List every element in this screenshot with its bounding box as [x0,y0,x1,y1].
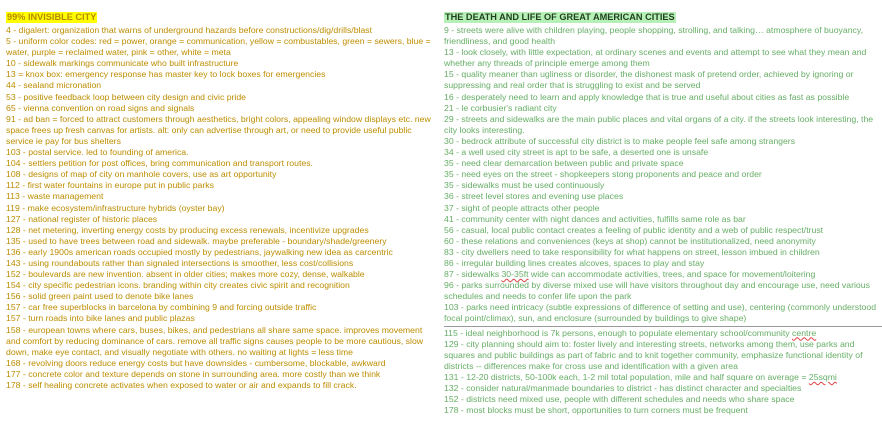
note-text: 115 - ideal neighborhood is 7k persons, enough to populate elementary school/community [444,327,793,338]
left-title: 99% INVISIBLE CITY [7,12,97,22]
note-line: 104 - settlers petition for post offices, bring communication and transport routes. [6,158,313,169]
note-line: 103 - parks need intricacy (subtle expressions of difference of setting and use), centering (commonly understood focal point/climax), sun, and enclosure (surrounded by buildings to give shape) [444,302,877,324]
note-line: 119 - make ecosystem/infrastructure hybrids (oyster bay) [6,202,225,213]
note-line: 156 - solid green paint used to denote bike lanes [6,291,194,302]
right-notes-column [444,7,882,421]
right-notes-list-bottom [444,383,882,416]
note-line: 158 - european towns where cars, buses, bikes, and pedestrians all share same space. improves movement and comfort by reducing dominance of cars. remove all traffic signs causes people to be more cautious, slow down, make eye contact, and visually negotiate with others. no waiting at lights = less time [6,324,424,357]
note-line: 13 - look closely, with little expectation, at ordinary scenes and events and attempt to see what they mean and whether any threads of principle emerge among them [444,47,867,69]
note-line: 135 - used to have trees between road and sidewalk. maybe preferable - boundary/shade/greenery [6,235,387,246]
note-line: 96 - parks surrounded by diverse mixed use will have visitors throughout day and encourage use, need various schedules and needs to confer life upon the park [444,280,870,302]
note-line [444,372,882,383]
note-line: 129 - city planning should aim to: foster lively and interesting streets, networks among them, use parks and squares and public buildings as part of fabric and to knit together community, emphasize functional identity of districts -- differences make for cross use and identification with a given area [444,338,863,371]
note-text: 131 - 12-20 districts, 50-100k each, 1-2 mil total population, mile and half square on average = [444,371,809,382]
note-line: 30 - bedrock attribute of successful city district is to make people feel safe among strangers [444,135,796,146]
note-line: 152 - boulevards are new invention. absent in older cities; makes more cozy, dense, walkable [6,269,365,280]
spellcheck-word: centre [792,327,817,338]
note-line: 9 - streets were alive with children playing, people shopping, strolling, and talking… atmosphere of buoyancy, friendliness, and good health [444,25,864,47]
note-line: 157 - car free superblocks in barcelona by combining 9 and forcing outside traffic [6,302,317,313]
spellcheck-word: 25sqmi [808,371,837,382]
note-line: 5 - uniform color codes: red = power, orange = communication, yellow = combustables, green = sewers, blue = water, purple = reclaimed water, pink = other, white = meta [6,36,431,58]
note-line: 4 - digalert: organization that warns of underground hazards before constructions/dig/drills/blast [6,25,373,35]
spellcheck-word: 30-35ft [501,269,529,280]
note-line: 157 - turn roads into bike lanes and public plazas [6,313,195,324]
note-line [444,269,882,280]
note-line: 37 - sight of people attracts other people [444,202,600,213]
note-line: 35 - sidewalks must be used continuously [444,180,605,191]
left-notes-column [6,7,438,421]
note-text: 87 - sidewalks [444,269,502,280]
note-line: 112 - first water fountains in europe put in public parks [6,180,214,191]
note-line: 44 - sealand micronation [6,80,102,91]
note-line: 65 - vienna convention on road signs and signals [6,102,195,113]
note-line: 143 - using roundabouts rather than signaled intersections is smoother, less cost/collisions [6,257,354,268]
note-line: 178 - most blocks must be short, opportunities to turn corners must be frequent [444,405,748,416]
note-line: 34 - a well used city street is apt to be safe, a deserted one is unsafe [444,147,709,158]
note-line [444,328,882,339]
note-line: 10 - sidewalk markings communicate who built infrastructure [6,58,239,69]
note-line: 13 = knox box: emergency response has master key to lock boxes for emergencies [6,69,326,80]
note-line: 113 - waste management [6,191,104,202]
note-line: 103 - postal service. led to founding of america. [6,147,189,158]
note-line: 15 - quality meaner than ugliness or disorder, the dishonest mask of pretend order, achieved by ignoring or suppressing and real order that is struggling to exist and be served [444,69,854,91]
note-line: 152 - districts need mixed use, people with different schedules and needs who share space [444,394,795,405]
right-title: THE DEATH AND LIFE OF GREAT AMERICAN CITIES [445,12,675,22]
note-line: 29 - streets and sidewalks are the main public places and vital organs of a city. if the streets look interesting, the city looks interesting. [444,113,874,135]
left-notes-list [6,25,438,391]
note-line: 127 - national register of historic places [6,213,158,224]
note-line: 136 - early 1900s american roads occupied mostly by pedestrians, jaywalking new idea as carcentric [6,246,393,257]
note-line: 178 - self healing concrete activates when exposed to water or air and expands to fill crack. [6,380,357,390]
note-line: 41 - community center with night dances and activities, fulfills same role as bar [444,213,746,224]
note-line: 132 - consider natural/manmade boundaries to district - has distinct character and specialties [444,383,802,393]
note-line: 35 - need clear demarcation between public and private space [444,158,684,169]
note-line: 53 - positive feedback loop between city design and civic pride [6,91,247,102]
note-line: 168 - revolving doors reduce energy costs but have downsides - cumbersome, blockable, awkward [6,357,386,368]
note-line: 108 - designs of map of city on manhole covers, use as art opportunity [6,169,277,180]
note-line: 154 - city specific pedestrian icons. branding within city creates civic spirit and recognition [6,280,350,291]
right-notes-list-top [444,25,882,269]
note-line: 91 - ad ban = forced to attract customers through aesthetics, bright colors, appealing window displays etc. new space frees up fresh canvas for artists. alt: only can advertise through art, or need to provide useful public service ie pay for bus shelters [6,113,431,146]
section-divider [444,326,882,327]
note-line: 83 - city dwellers need to take responsibility for what happens on street, lesson imbued in children [444,246,820,257]
right-notes-list-mid [444,280,882,324]
note-text: wide can accommodate activities, trees, and space for movement/loitering [528,269,816,280]
note-line: 56 - casual, local public contact creates a feeling of public identity and a web of public respect/trust [444,224,824,235]
note-line: 128 - net metering, inverting energy costs by producing excess renewals, incentivize upgrades [6,224,369,235]
note-line: 21 - le corbusier's radiant city [444,102,557,113]
note-line: 86 - irregular building lines creates alcoves, spaces to play and stay [444,257,705,268]
note-line: 177 - concrete color and texture depends on stone in surrounding area. more costly than we think [6,368,381,379]
note-line: 35 - need eyes on the street - shopkeepers stong proponents and peace and order [444,169,762,180]
note-line: 60 - these relations and conveniences (keys at shop) cannot be institutionalized, need anonymity [444,235,816,246]
note-line: 16 - desperately need to learn and apply knowledge that is true and useful about cities as fast as possible [444,91,850,102]
note-line: 36 - street level stores and evening use places [444,191,624,202]
